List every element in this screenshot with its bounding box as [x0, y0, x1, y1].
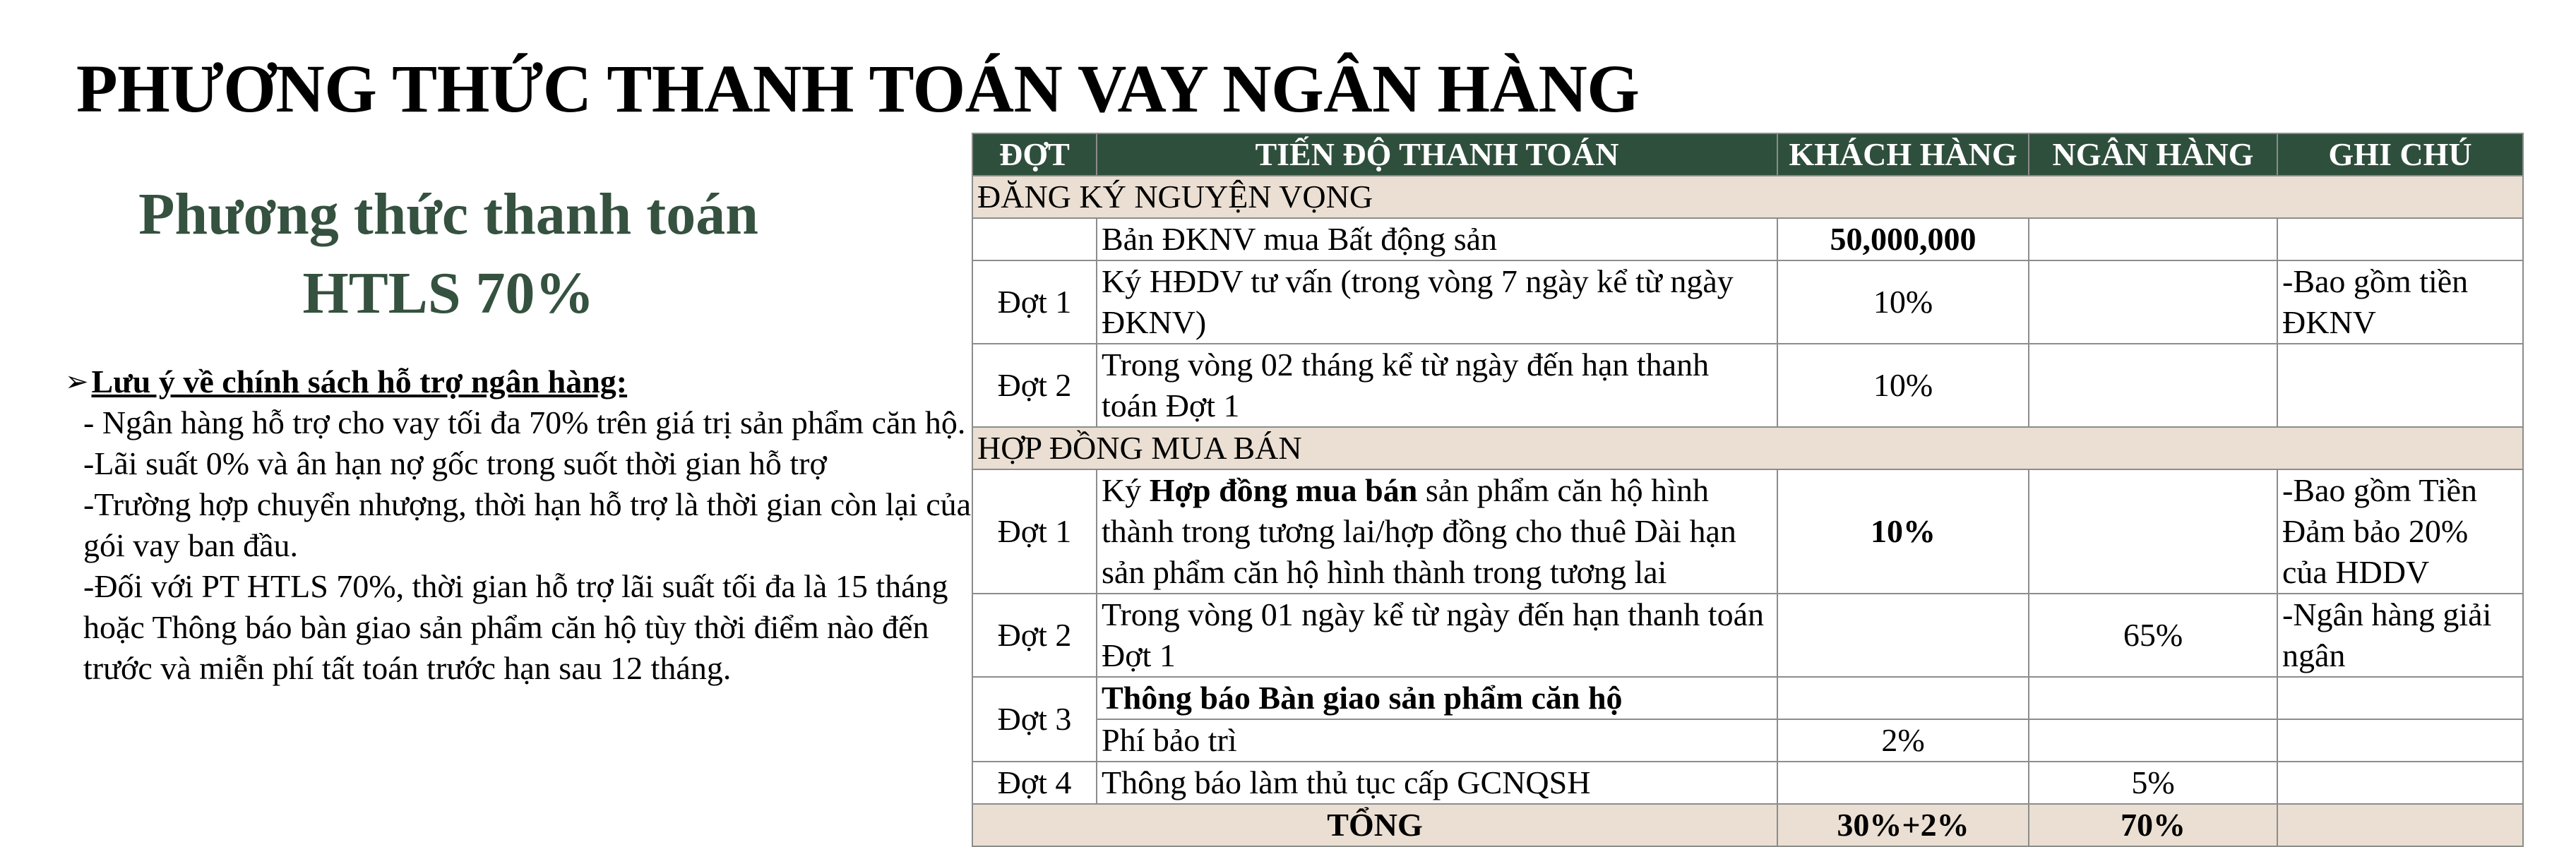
notes-heading-text: Lưu ý về chính sách hỗ trợ ngân hàng:: [91, 364, 628, 400]
page-title: PHƯƠNG THỨC THANH TOÁN VAY NGÂN HÀNG: [76, 51, 1640, 126]
cell-customer: 50,000,000: [1777, 218, 2029, 260]
cell-note: [2277, 719, 2523, 762]
cell-note: -Bao gồm tiền ĐKNV: [2277, 260, 2523, 344]
cell-dot: Đợt 2: [972, 594, 1097, 677]
cell-customer: [1777, 594, 2029, 677]
cell-bank: [2029, 218, 2277, 260]
table-row: [972, 594, 2523, 677]
cell-note: [2277, 218, 2523, 260]
cell-dot: Đợt 3: [972, 677, 1097, 762]
cell-bank: [2029, 677, 2277, 719]
progress-text: sản phẩm căn hộ hình thành trong tương lai/hợp đồng cho thuê Dài hạn sản phẩm căn hộ hình thành trong tương lai: [1102, 472, 1736, 590]
cell-dot: Đợt 1: [972, 260, 1097, 344]
note-item: -Lãi suất 0% và ân hạn nợ gốc trong suốt thời gian hỗ trợ: [83, 445, 827, 481]
notes-heading: [65, 361, 983, 402]
cell-dot: [972, 218, 1097, 260]
section-row: [972, 176, 2523, 218]
cell-progress: Trong vòng 02 tháng kể từ ngày đến hạn thanh toán Đợt 1: [1097, 344, 1777, 427]
cell-customer: [1777, 677, 2029, 719]
total-row: [972, 804, 2523, 846]
table-header-row: [972, 133, 2523, 176]
table-row: [972, 677, 2523, 719]
cell-dot: Đợt 2: [972, 344, 1097, 427]
cell-bank: 65%: [2029, 594, 2277, 677]
section-row: [972, 427, 2523, 469]
cell-customer: 10%: [1777, 344, 2029, 427]
total-bank: 70%: [2029, 804, 2277, 846]
cell-progress: Bản ĐKNV mua Bất động sản: [1097, 218, 1777, 260]
cell-progress: Thông báo làm thủ tục cấp GCNQSH: [1097, 762, 1777, 804]
table-row: [972, 469, 2523, 594]
table-row: [972, 719, 2523, 762]
header-progress: TIẾN ĐỘ THANH TOÁN: [1097, 133, 1777, 176]
cell-bank: [2029, 719, 2277, 762]
payment-schedule-table: [972, 133, 2524, 847]
cell-progress: Thông báo Bàn giao sản phẩm căn hộ: [1097, 677, 1777, 719]
plan-subtitle: [71, 175, 826, 333]
cell-bank: [2029, 260, 2277, 344]
cell-dot: Đợt 1: [972, 469, 1097, 594]
total-label: TỔNG: [972, 804, 1777, 846]
note-item: -Trường hợp chuyển nhượng, thời hạn hỗ trợ là thời gian còn lại của gói vay ban đầu.: [83, 486, 972, 563]
cell-dot: Đợt 4: [972, 762, 1097, 804]
cell-progress: [1097, 469, 1777, 594]
table-row: [972, 344, 2523, 427]
cell-note: [2277, 677, 2523, 719]
section-label: HỢP ĐỒNG MUA BÁN: [972, 427, 2523, 469]
cell-progress: Trong vòng 01 ngày kể từ ngày đến hạn thanh toán Đợt 1: [1097, 594, 1777, 677]
subtitle-line-1: Phương thức thanh toán: [138, 181, 758, 247]
note-item: -Đối với PT HTLS 70%, thời gian hỗ trợ lãi suất tối đa là 15 tháng hoặc Thông báo bàn giao sản phẩm căn hộ tùy thời điểm nào đến trước và miễn phí tất toán trước hạn sau 12 tháng.: [83, 568, 948, 686]
cell-note: [2277, 762, 2523, 804]
arrow-bullet-icon: ➢: [65, 366, 89, 398]
header-bank: NGÂN HÀNG: [2029, 133, 2277, 176]
cell-bank: [2029, 344, 2277, 427]
cell-bank: [2029, 469, 2277, 594]
cell-note: [2277, 344, 2523, 427]
progress-bold-text: Hợp đồng mua bán: [1149, 472, 1418, 508]
table-row: [972, 762, 2523, 804]
cell-customer: 10%: [1777, 469, 2029, 594]
section-label: ĐĂNG KÝ NGUYỆN VỌNG: [972, 176, 2523, 218]
header-note: GHI CHÚ: [2277, 133, 2523, 176]
table-row: [972, 218, 2523, 260]
cell-customer: 10%: [1777, 260, 2029, 344]
cell-progress: Phí bảo trì: [1097, 719, 1777, 762]
total-customer: 30%+2%: [1777, 804, 2029, 846]
header-dot: ĐỢT: [972, 133, 1097, 176]
cell-bank: 5%: [2029, 762, 2277, 804]
table-row: [972, 260, 2523, 344]
cell-progress: Ký HĐDV tư vấn (trong vòng 7 ngày kể từ ngày ĐKNV): [1097, 260, 1777, 344]
total-note: [2277, 804, 2523, 846]
bank-policy-notes: [65, 361, 983, 689]
subtitle-line-2: HTLS 70%: [302, 260, 595, 326]
note-item: - Ngân hàng hỗ trợ cho vay tối đa 70% trên giá trị sản phẩm căn hộ.: [83, 404, 966, 440]
cell-note: -Ngân hàng giải ngân: [2277, 594, 2523, 677]
cell-customer: [1777, 762, 2029, 804]
cell-note: -Bao gồm Tiền Đảm bảo 20% của HDDV: [2277, 469, 2523, 594]
cell-customer: 2%: [1777, 719, 2029, 762]
progress-text: Ký: [1102, 472, 1150, 508]
header-customer: KHÁCH HÀNG: [1777, 133, 2029, 176]
